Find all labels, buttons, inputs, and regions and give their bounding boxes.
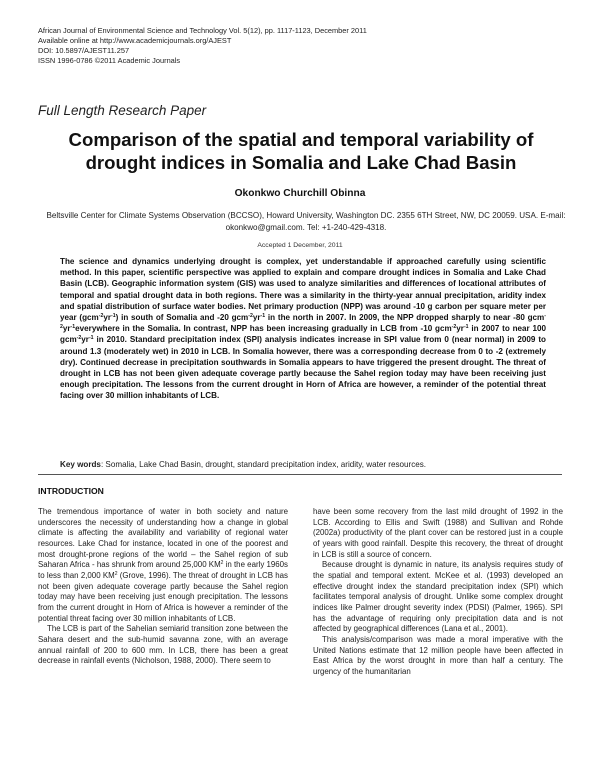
author-name: Okonkwo Churchill Obinna	[234, 188, 366, 199]
abstract: The science and dynamics underlying drought is complex, yet understandable if approached carefully using scientific method. In this paper, scientific perspective was applied to explain and compare drought indices in Somalia and Lake Chad Basin (LCB). Geographic information system (GIS) was used to analyze similarities and differences of locational attributes of temporal and spatial drought data in both regions. There was a similarity in the thirty-year annual precipitation, aridity index and spatial distribution of surface water bodies. Net primary production (NPP) was around -10 g carbon per square meter per year $(gcm^{-2}yr^{-1})$ in south of Somalia and -20 $gcm^{-2}yr^{-1}$ in the north in 2007. In 2009, the NPP dropped sharply to near -80 $gcm^{-2}yr^{-1}everywhere$ in the Somalia. In contrast, NPP has been increasing gradually in LCB from -10 $gcm^{-2}yr^{-1}$ in 2007 to near 100 $gcm^{-2}yr^{-1}$ in 2010. Standard precipitation index (SPI) analysis indicates increase in SPI value from 0 (near normal) in 2009 to around 1.3 (moderately wet) in 2010 in LCB. In Somalia however, there was a corresponding decrease from 0 to -2 (extremely dry). Continued decrease in precipitation southwards in Somalia appears to have triggered the present drought. The threat of drought in LCB has not been given adequate coverage partly because the Sahel region today may have been receiving just enough precipitation. The lessons from the current drought in Horn of Africa are however, a reminder of the potential threat facing over 30 million inhabitants of LCB.	[60, 257, 546, 401]
author-affiliation: Beltsville Center for Climate Systems Observation (BCCSO), Howard University, Washington DC. 2355 6TH Street, NW, DC 20059. USA. E-mail: okonkwo@gmail.com. Tel: +1-240-429-4318.	[46, 211, 566, 232]
intro-paragraph-1: The tremendous importance of water in both society and nature underscores the necessity of understanding how a change in global climate is affecting the availability and variability of regional water resources. Lake Chad for instance, located in one of the poorest and most drought-prone regions of the world – the Sahel region of sub Saharan Africa - has shrunk from around 25,000 $KM^2$ in the early 1960s to less than 2,000 $KM^2$ (Grove, 1996). The threat of drought in LCB has not been given adequate coverage partly because the Sahel region today may have been receiving just enough precipitation. The lessons from the current drought in Horn of Africa is however a reminder of the potential threat facing over 30 million inhabitants of LCB.	[38, 507, 288, 623]
title-line-2: drought indices in Somalia and Lake Chad Basin	[85, 152, 517, 173]
section-divider	[38, 474, 562, 475]
intro-paragraph-2: The LCB is part of the Sahelian semiarid transition zone between the Sahara desert and the sub-humid savanna zone, with an average annual rainfall of 200 to 600 mm. In LCB, there has been a great decrease in rainfall events (Nicholson, 1988, 2000). There seem to	[38, 624, 288, 666]
left-column	[38, 507, 288, 667]
keywords-label: Key words	[60, 460, 101, 469]
journal-url[interactable]: Available online at http://www.academicjournals.org/AJEST	[38, 36, 232, 45]
section-heading-introduction: INTRODUCTION	[38, 486, 104, 496]
title-line-1: Comparison of the spatial and temporal variability of	[68, 129, 534, 150]
paper-title	[40, 128, 562, 174]
issn: ISSN 1996-0786 ©2011 Academic Journals	[38, 56, 181, 65]
accepted-date: Accepted 1 December, 2011	[257, 242, 343, 249]
keywords	[60, 459, 546, 470]
keywords-text: : Somalia, Lake Chad Basin, drought, standard precipitation index, aridity, water resources.	[100, 460, 427, 469]
journal-citation: African Journal of Environmental Science and Technology Vol. 5(12), pp. 1117-1123, December 2011	[38, 26, 367, 35]
intro-paragraph-4: Because drought is dynamic in nature, its analysis requires study of the spatial and temporal extent. McKee et al. (1993) developed an effective drought index the standard precipitation index (SPI) which facilitates temporal analysis of drought. Unlike some complex drought indices like Palmer drought severity index (PDSI) (Palmer, 1965). SPI has the advantage of requiring only precipitation data and is not affected by geographical differences (Lana et al., 2001).	[313, 560, 563, 634]
journal-header	[38, 26, 367, 66]
paper-type: Full Length Research Paper	[38, 103, 207, 118]
intro-paragraph-3: have been some recovery from the last mild drought of 1992 in the LCB. According to Ellis and Swift (1988) and Sullivan and Rohde (2002a) productivity of the plant cover can be restored just in a couple of years with good rainfall. Despite this recovery, the threat of drought in LCB is still a source of concern.	[313, 507, 563, 559]
right-column	[313, 507, 563, 678]
intro-paragraph-5: This analysis/comparison was made a moral imperative with the United Nations estimate that 12 million people have been affected in East Africa by the worst drought in more than half a century. The urgency of the humanitarian	[313, 634, 563, 676]
doi: DOI: 10.5897/AJEST11.257	[38, 46, 130, 55]
